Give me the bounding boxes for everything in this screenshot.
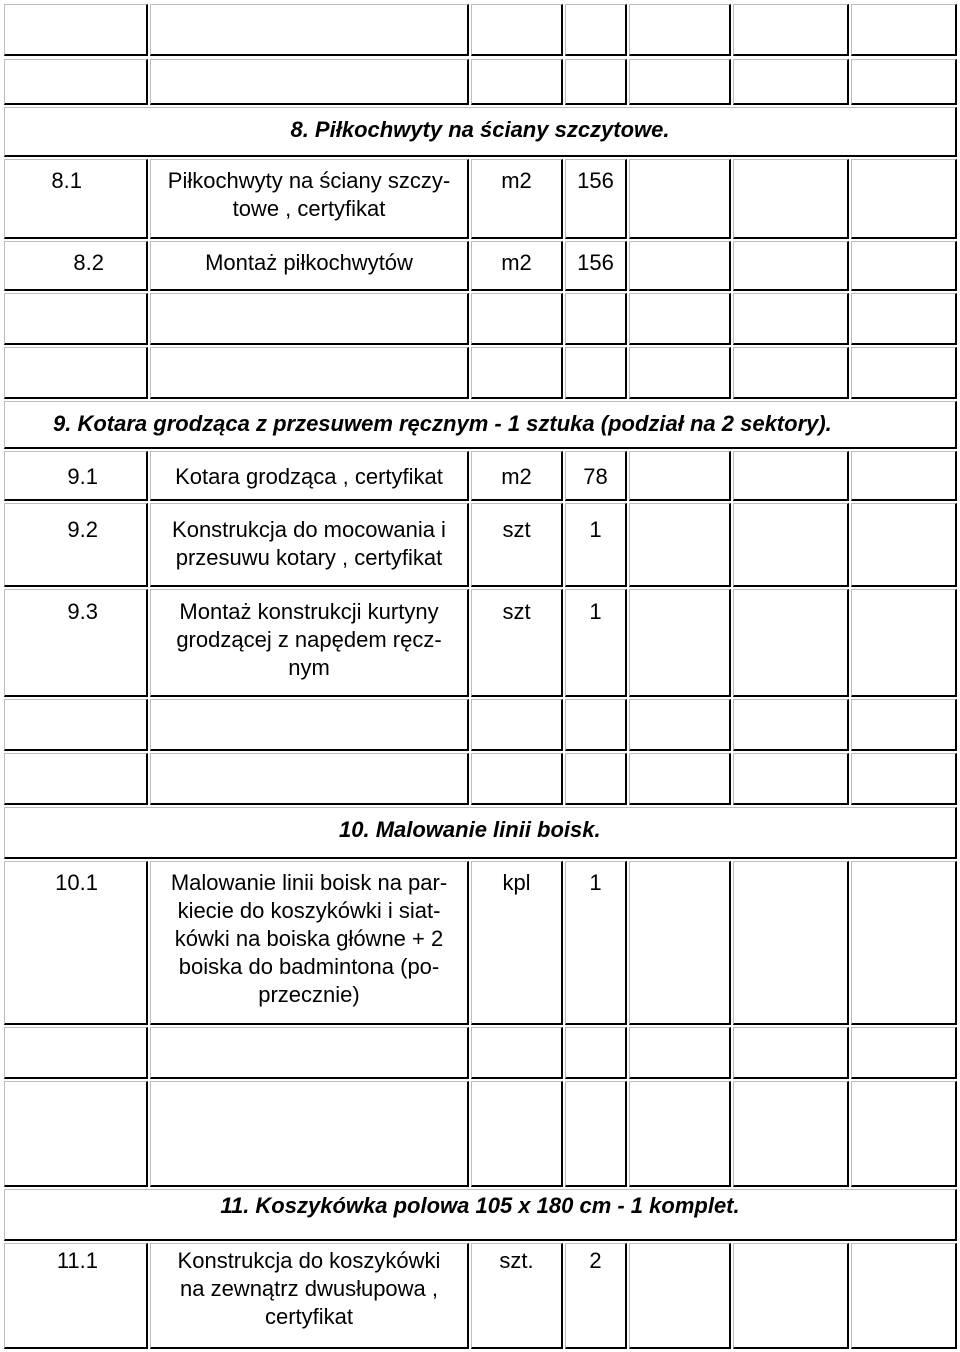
empty-cell xyxy=(851,241,957,291)
empty-cell xyxy=(565,347,627,399)
empty-cell xyxy=(629,159,731,239)
empty-cell xyxy=(851,159,957,239)
item-quantity: 1 xyxy=(565,503,627,587)
empty-cell xyxy=(471,1081,563,1187)
table-row xyxy=(4,1243,148,1349)
table-row xyxy=(4,861,148,1025)
item-description: Montaż konstrukcji kurtyny grodzącej z napędem ręcz- nym xyxy=(150,589,469,697)
empty-cell xyxy=(733,589,849,697)
empty-cell xyxy=(733,347,849,399)
empty-cell xyxy=(150,1081,469,1187)
item-description: Malowanie linii boisk na par- kiecie do koszykówki i siat- kówki na boiska główne + 2 boiska do badmintona (po- przecznie) xyxy=(150,861,469,1025)
empty-cell xyxy=(851,59,957,105)
item-unit: m2 xyxy=(471,159,563,239)
item-unit: kpl xyxy=(471,861,563,1025)
item-unit: m2 xyxy=(471,241,563,291)
section-heading-row xyxy=(4,1189,957,1241)
empty-cell xyxy=(851,753,957,805)
empty-cell xyxy=(471,4,563,56)
empty-cell xyxy=(733,1243,849,1349)
empty-cell xyxy=(4,347,148,399)
table-row xyxy=(4,503,148,587)
empty-cell xyxy=(733,293,849,345)
item-number: 11.1 xyxy=(56,1248,98,1273)
empty-cell xyxy=(733,159,849,239)
empty-cell xyxy=(4,1027,148,1079)
empty-cell xyxy=(629,293,731,345)
empty-cell xyxy=(733,503,849,587)
empty-cell xyxy=(851,347,957,399)
item-quantity: 1 xyxy=(565,589,627,697)
empty-cell xyxy=(851,1243,957,1349)
section-heading-row xyxy=(4,401,957,449)
empty-cell xyxy=(851,861,957,1025)
item-quantity: 1 xyxy=(565,861,627,1025)
empty-cell xyxy=(150,59,469,105)
empty-cell xyxy=(629,4,731,56)
item-number: 9.2 xyxy=(67,517,98,542)
empty-cell xyxy=(150,293,469,345)
empty-cell xyxy=(851,1081,957,1187)
section-heading: 9. Kotara grodząca z przesuwem ręcznym - 1 sztuka (podział na 2 sektory). xyxy=(53,411,832,436)
empty-cell xyxy=(471,699,563,751)
empty-cell xyxy=(629,753,731,805)
item-number: 8.2 xyxy=(73,250,104,275)
item-quantity: 156 xyxy=(565,159,627,239)
empty-cell xyxy=(565,59,627,105)
table-row xyxy=(4,241,148,291)
item-number: 10.1 xyxy=(55,870,98,895)
table-row xyxy=(4,589,148,697)
empty-cell xyxy=(150,347,469,399)
empty-cell xyxy=(733,1081,849,1187)
empty-cell xyxy=(629,59,731,105)
empty-cell xyxy=(629,241,731,291)
empty-cell xyxy=(733,59,849,105)
empty-cell xyxy=(733,699,849,751)
item-description: Piłkochwyty na ściany szczy- towe , certyfikat xyxy=(150,159,469,239)
empty-cell xyxy=(471,753,563,805)
empty-cell xyxy=(4,753,148,805)
empty-cell xyxy=(471,293,563,345)
empty-cell xyxy=(471,59,563,105)
item-quantity: 2 xyxy=(565,1243,627,1349)
item-quantity: 156 xyxy=(565,241,627,291)
empty-cell xyxy=(629,1081,731,1187)
table-row xyxy=(4,451,148,501)
empty-cell xyxy=(565,699,627,751)
empty-cell xyxy=(851,4,957,56)
empty-cell xyxy=(471,1027,563,1079)
item-number: 8.1 xyxy=(51,168,82,193)
empty-cell xyxy=(851,451,957,501)
item-description: Montaż piłkochwytów xyxy=(150,241,469,291)
empty-cell xyxy=(150,1027,469,1079)
empty-cell xyxy=(4,59,148,105)
empty-cell xyxy=(851,699,957,751)
empty-cell xyxy=(733,861,849,1025)
empty-cell xyxy=(150,4,469,56)
empty-cell xyxy=(851,1027,957,1079)
empty-cell xyxy=(733,4,849,56)
table-row xyxy=(4,159,148,239)
empty-cell xyxy=(629,589,731,697)
section-heading: 11. Koszykówka polowa 105 x 180 cm - 1 komplet. xyxy=(220,1193,740,1218)
item-description: Konstrukcja do mocowania i przesuwu kotary , certyfikat xyxy=(150,503,469,587)
item-unit: szt xyxy=(471,589,563,697)
empty-cell xyxy=(565,4,627,56)
empty-cell xyxy=(629,503,731,587)
item-number: 9.3 xyxy=(67,599,98,624)
empty-cell xyxy=(629,451,731,501)
item-description: Konstrukcja do koszykówki na zewnątrz dwusłupowa , certyfikat xyxy=(150,1243,469,1349)
empty-cell xyxy=(629,1243,731,1349)
empty-cell xyxy=(851,589,957,697)
empty-cell xyxy=(851,293,957,345)
empty-cell xyxy=(629,699,731,751)
empty-cell xyxy=(629,1027,731,1079)
item-unit: szt. xyxy=(471,1243,563,1349)
empty-cell xyxy=(150,753,469,805)
empty-cell xyxy=(471,347,563,399)
empty-cell xyxy=(565,293,627,345)
section-heading: 10. Malowanie linii boisk. xyxy=(339,817,601,842)
empty-cell xyxy=(565,753,627,805)
empty-cell xyxy=(733,451,849,501)
empty-cell xyxy=(4,293,148,345)
empty-cell xyxy=(565,1027,627,1079)
empty-cell xyxy=(565,1081,627,1187)
section-heading-row xyxy=(4,107,957,157)
item-unit: m2 xyxy=(471,451,563,501)
empty-cell xyxy=(733,1027,849,1079)
item-quantity: 78 xyxy=(565,451,627,501)
empty-cell xyxy=(150,699,469,751)
empty-cell xyxy=(4,699,148,751)
empty-cell xyxy=(733,753,849,805)
empty-cell xyxy=(629,347,731,399)
empty-cell xyxy=(733,241,849,291)
section-heading: 8. Piłkochwyty na ściany szczytowe. xyxy=(290,117,670,142)
item-number: 9.1 xyxy=(67,464,98,489)
empty-cell xyxy=(4,1081,148,1187)
empty-cell xyxy=(851,503,957,587)
section-heading-row xyxy=(4,807,957,859)
item-description: Kotara grodząca , certyfikat xyxy=(150,451,469,501)
empty-cell xyxy=(4,4,148,56)
item-unit: szt xyxy=(471,503,563,587)
empty-cell xyxy=(629,861,731,1025)
